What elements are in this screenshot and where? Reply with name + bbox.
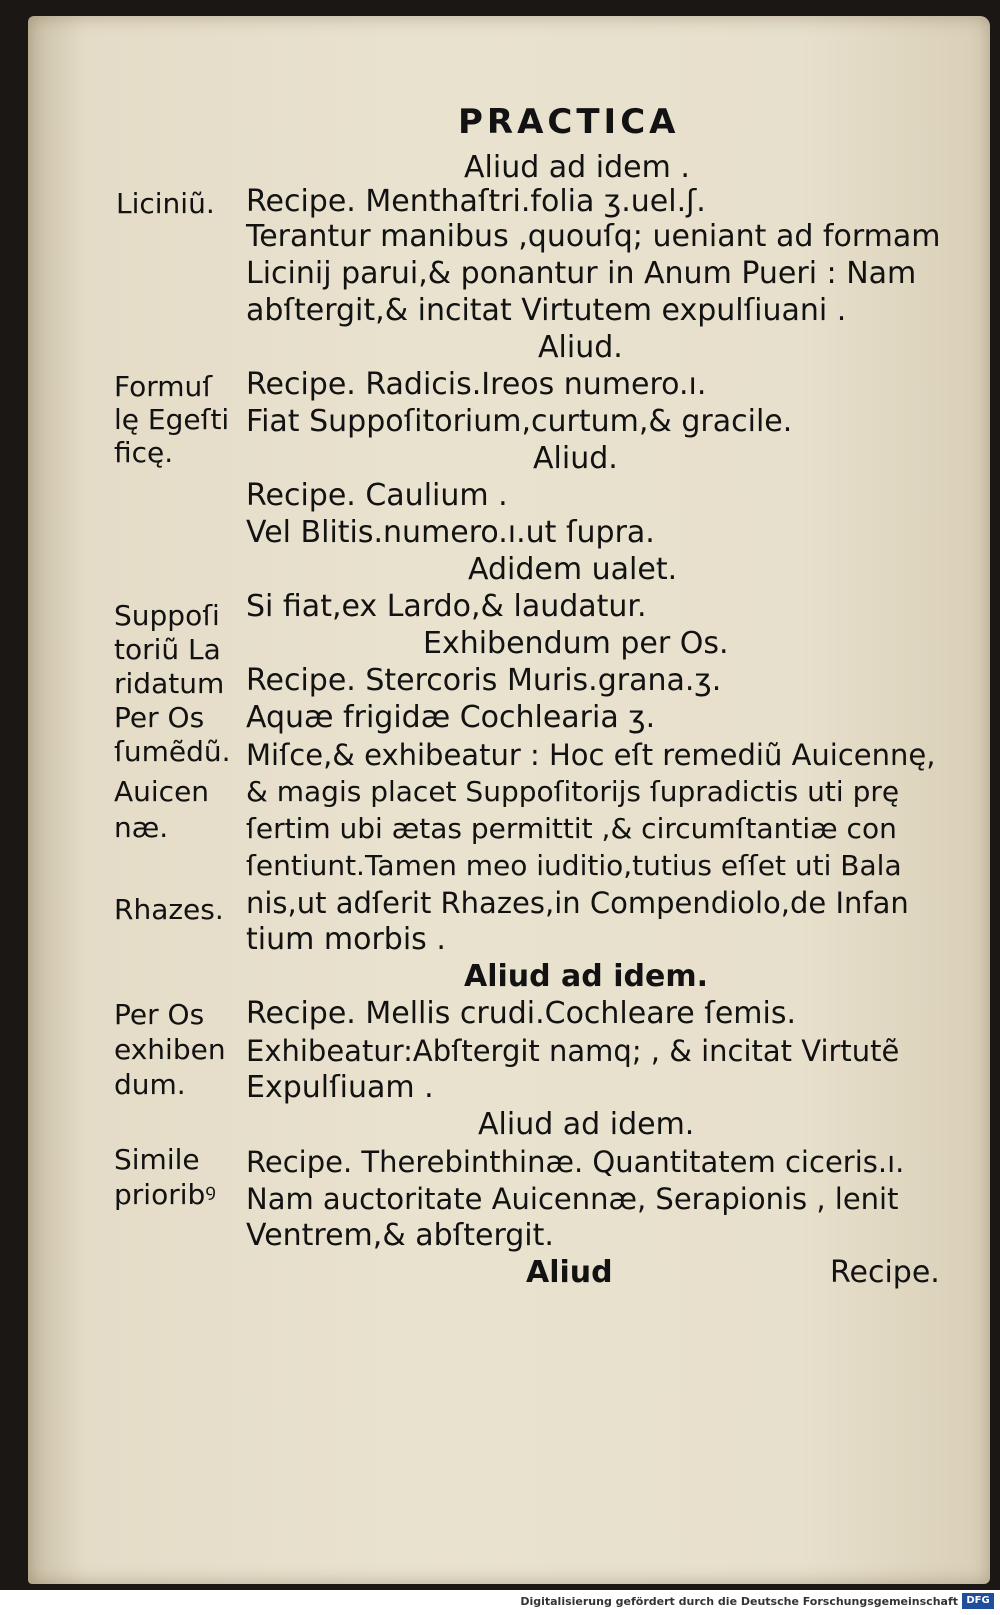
catchword: Recipe. bbox=[830, 1255, 940, 1290]
margin-note: toriũ La bbox=[114, 633, 221, 666]
bleed-through-text bbox=[788, 166, 797, 208]
margin-note: Per Os bbox=[114, 998, 205, 1031]
heading-line: Exhibendum per Os. bbox=[423, 626, 729, 661]
text-line: Exhibeatur:Abſtergit namq; , & incitat Virtutẽ bbox=[246, 1034, 900, 1068]
margin-note: prioribꝰ bbox=[114, 1178, 216, 1211]
heading-line: Aliud ad idem . bbox=[464, 150, 690, 185]
text-line: tium morbis . bbox=[246, 922, 446, 957]
heading-line: Adidem ualet. bbox=[468, 552, 678, 587]
margin-note: Rhazes. bbox=[114, 893, 224, 926]
text-line: Expulſiuam . bbox=[246, 1070, 434, 1105]
margin-note: dum. bbox=[114, 1068, 186, 1101]
text-line: Recipe. Therebinthinæ. Quantitatem ciceris.ı. bbox=[246, 1145, 905, 1179]
running-header: PRACTICA bbox=[458, 102, 680, 142]
text-line: & magis placet Suppoſitorijs ſupradictis uti prę bbox=[246, 775, 900, 808]
margin-note: Auicen bbox=[114, 775, 210, 808]
text-line: Terantur manibus ,quouſq; ueniant ad formam bbox=[246, 219, 941, 254]
footer-credit: Digitalisierung gefördert durch die Deutsche Forschungsgemeinschaft bbox=[520, 1595, 958, 1608]
text-line: ſentiunt.Tamen meo iuditio,tutius eſſet uti Bala bbox=[246, 849, 902, 882]
text-line: Fiat Suppoſitorium,curtum,& gracile. bbox=[246, 404, 793, 439]
heading-line: Aliud. bbox=[533, 441, 618, 476]
text-line: Recipe. Radicis.Ireos numero.ı. bbox=[246, 367, 707, 402]
dfg-logo: DFG bbox=[962, 1593, 994, 1609]
margin-note: ficę. bbox=[114, 436, 174, 469]
text-line: abſtergit,& incitat Virtutem expulſiuani . bbox=[246, 293, 847, 328]
margin-note: Liciniũ. bbox=[116, 187, 215, 220]
text-line: nis,ut adſerit Rhazes,in Compendiolo,de Infan bbox=[246, 886, 909, 920]
margin-note: ridatum bbox=[114, 667, 225, 700]
margin-note: Simile bbox=[114, 1143, 200, 1176]
margin-note: Suppoſi bbox=[114, 599, 220, 632]
text-line: Recipe. Mellis crudi.Cochleare ſemis. bbox=[246, 996, 797, 1031]
text-line: Ventrem,& abſtergit. bbox=[246, 1218, 554, 1253]
text-line: Recipe. Caulium . bbox=[246, 478, 508, 513]
heading-line: Aliud. bbox=[538, 330, 623, 365]
text-line: Recipe. Menthaſtri.folia ʒ.uel.ʃ. bbox=[246, 184, 706, 219]
text-line: Vel Blitis.numero.ı.ut ſupra. bbox=[246, 515, 655, 550]
margin-note: Formuſ bbox=[114, 370, 213, 403]
margin-note: lę Egeſti bbox=[114, 403, 230, 436]
heading-line: Aliud bbox=[526, 1255, 613, 1290]
footer-bar bbox=[0, 1590, 1000, 1615]
text-line: ſertim ubi ætas permittit ,& circumſtantiæ con bbox=[246, 812, 897, 845]
margin-note: næ. bbox=[114, 811, 169, 844]
text-line: Licinij parui,& ponantur in Anum Pueri : Nam bbox=[246, 256, 917, 291]
text-line: Miſce,& exhibeatur : Hoc eſt remediũ Auicennę, bbox=[246, 738, 936, 772]
text-line: Nam auctoritate Auicennæ, Serapionis , lenit bbox=[246, 1182, 899, 1216]
margin-note: ſumẽdũ. bbox=[114, 735, 231, 768]
margin-note: exhiben bbox=[114, 1033, 226, 1066]
margin-note: Per Os bbox=[114, 701, 205, 734]
text-line: Aquæ frigidæ Cochlearia ʒ. bbox=[246, 700, 656, 735]
book-page bbox=[28, 16, 990, 1584]
heading-line: Aliud ad idem. bbox=[464, 959, 708, 994]
heading-line: Aliud ad idem. bbox=[478, 1107, 695, 1142]
text-line: Recipe. Stercoris Muris.grana.ʒ. bbox=[246, 663, 722, 698]
text-line: Si fiat,ex Lardo,& laudatur. bbox=[246, 589, 647, 624]
